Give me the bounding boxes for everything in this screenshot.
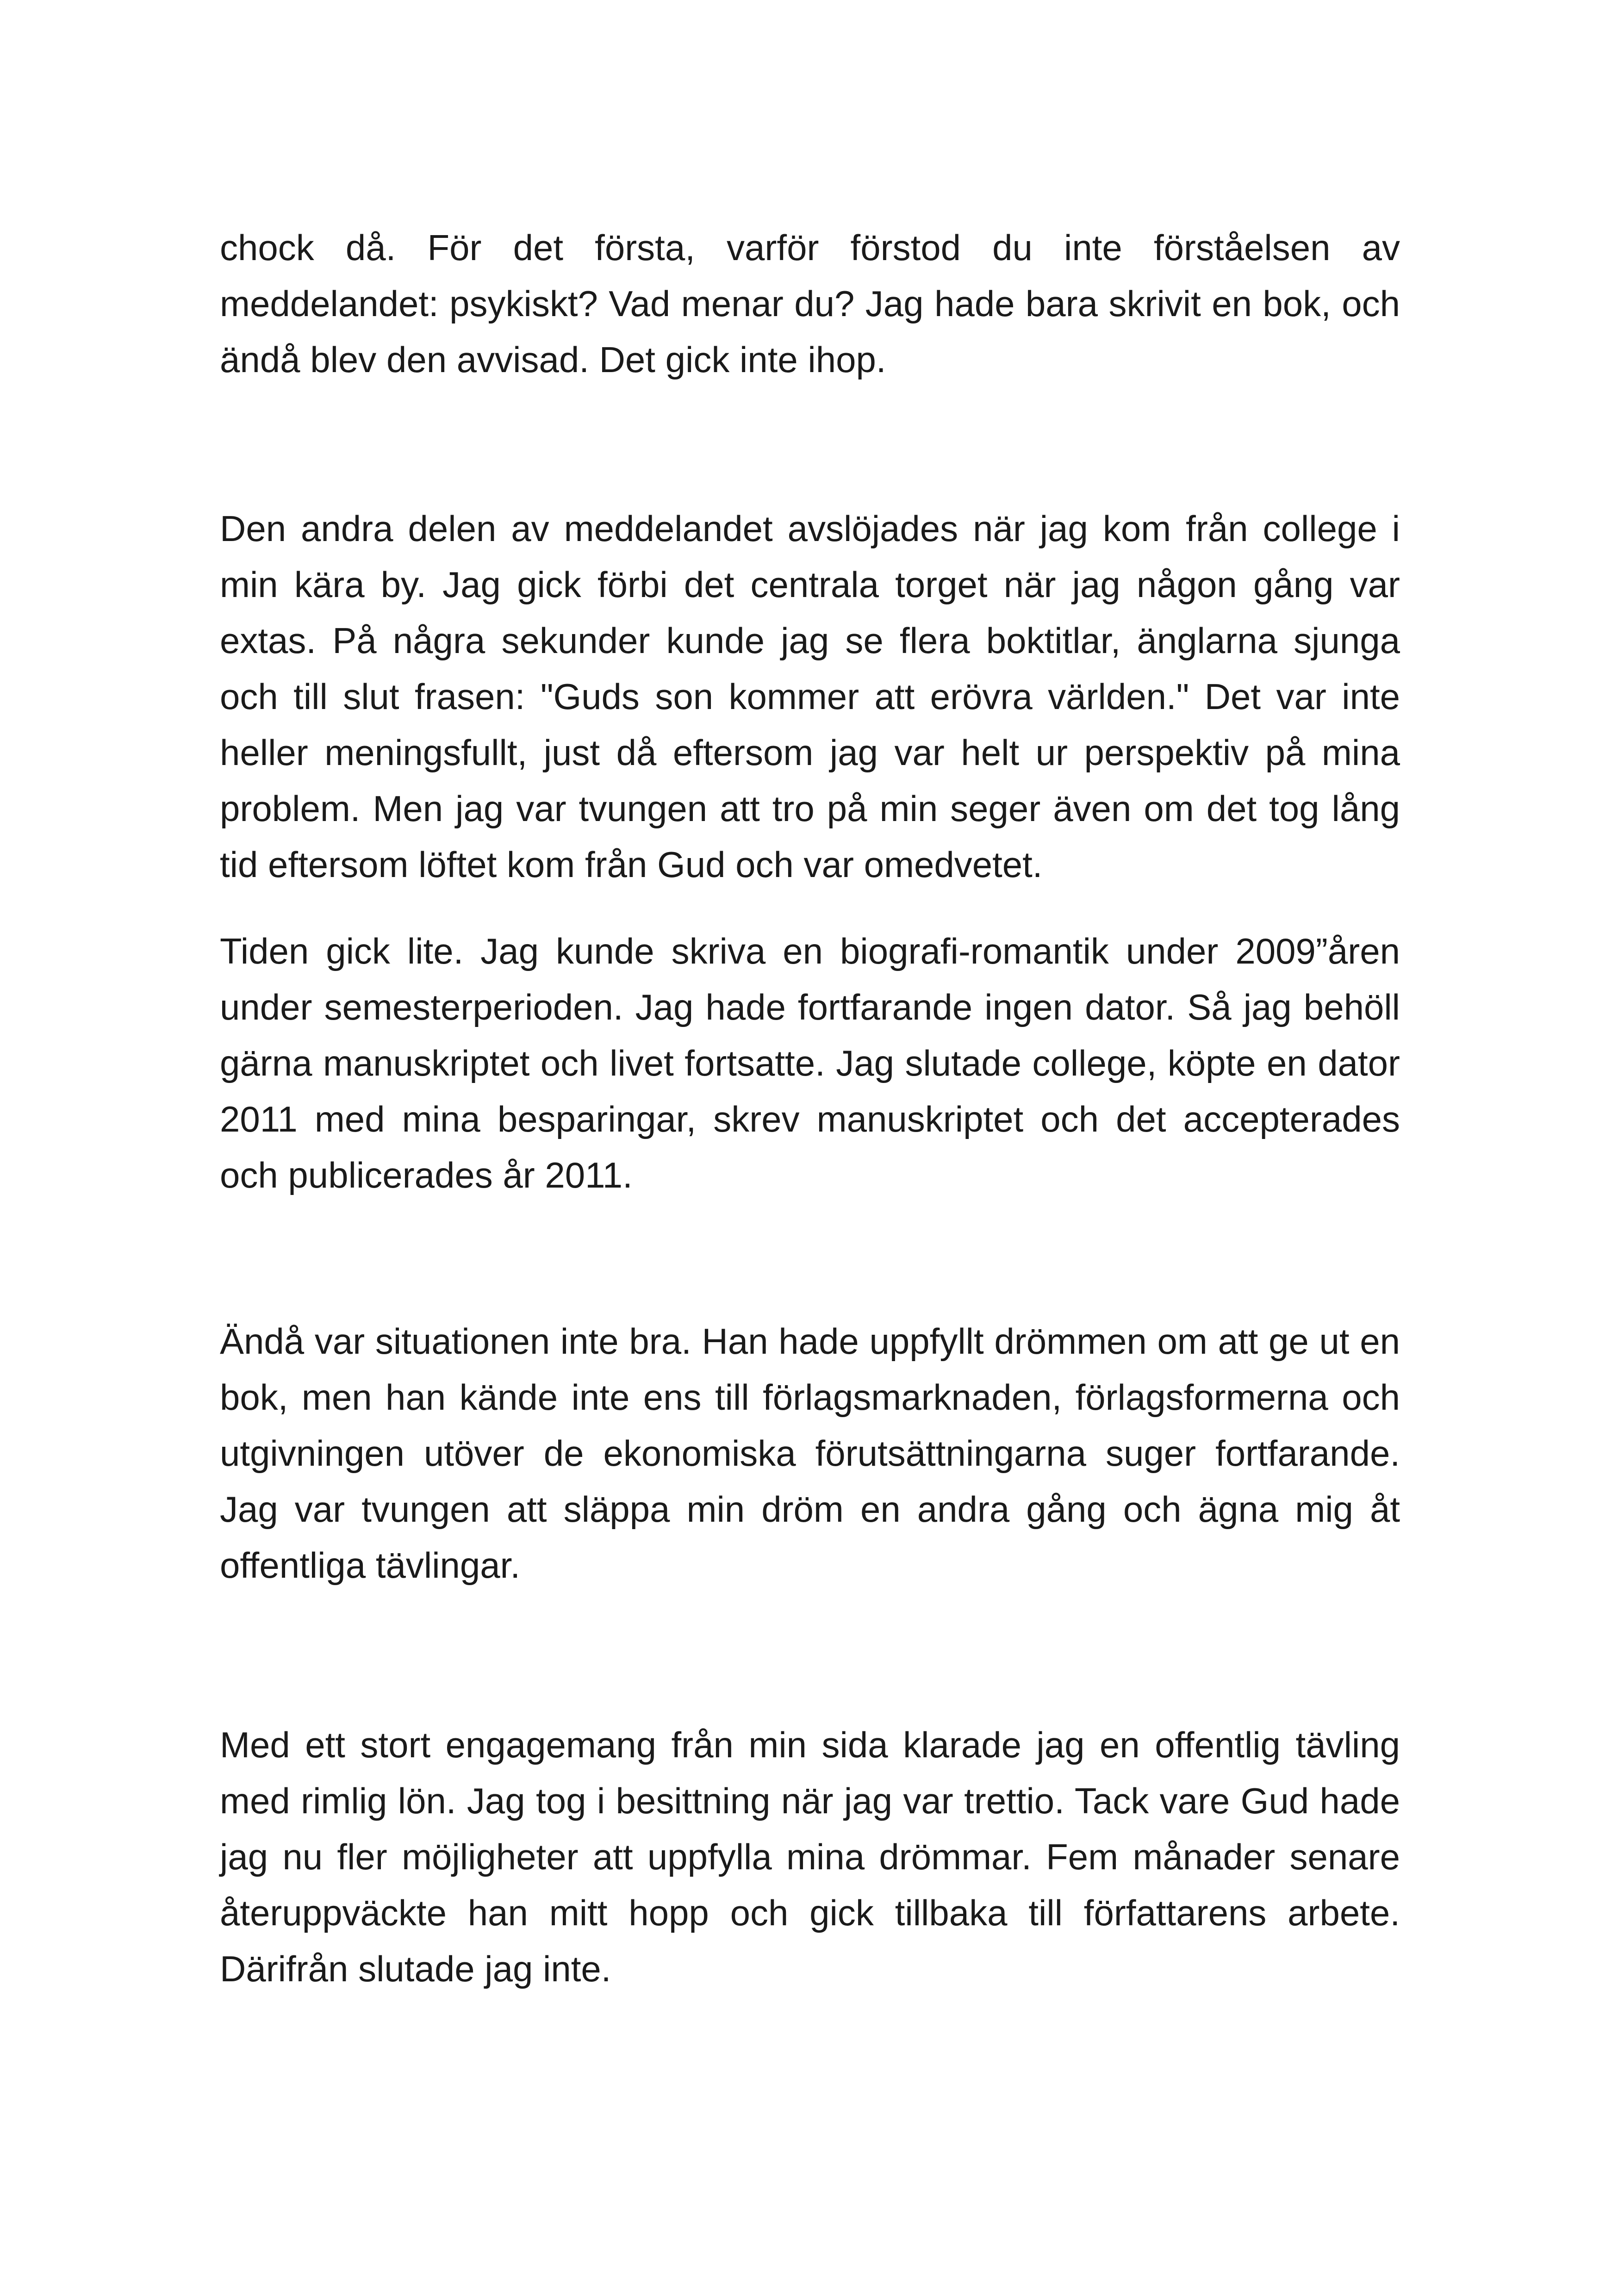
paragraph-text: Tiden gick lite. Jag kunde skriva en biografi-romantik under 2009”åren under semesterperioden. Jag hade fortfarande ingen dator. Så jag behöll gärna manuskriptet och livet fortsatte. Jag slutade college, köpte en dator 2011 med mina besparingar, skrev manuskriptet och det accepterades och publicerades år 2011. (220, 931, 1400, 1195)
paragraph-4 (220, 1313, 1400, 1593)
paragraph-5 (220, 1717, 1400, 1997)
paragraph-3 (220, 923, 1400, 1203)
paragraph-text: Med ett stort engagemang från min sida klarade jag en offentlig tävling med rimlig lön. Jag tog i besittning när jag var trettio. Tack vare Gud hade jag nu fler möjligheter att uppfylla mina drömmar. Fem månader senare återuppväckte han mitt hopp och gick tillbaka till författarens arbete. Därifrån slutade jag inte. (220, 1724, 1400, 1989)
paragraph-text: Ändå var situationen inte bra. Han hade uppfyllt drömmen om att ge ut en bok, men han kände inte ens till förlagsmarknaden, förlagsformerna och utgivningen utöver de ekonomiska förutsättningarna suger fortfarande. Jag var tvungen att släppa min dröm en andra gång och ägna mig åt offentliga tävlingar. (220, 1321, 1400, 1586)
paragraph-1 (220, 220, 1400, 388)
paragraph-2 (220, 501, 1400, 893)
paragraph-text: chock då. För det första, varför förstod du inte förståelsen av meddelandet: psykiskt? Vad menar du? Jag hade bara skrivit en bok, och ändå blev den avvisad. Det gick inte ihop. (220, 227, 1400, 380)
paragraph-text: Den andra delen av meddelandet avslöjades när jag kom från college i min kära by. Jag gick förbi det centrala torget när jag någon gång var extas. På några sekunder kunde jag se flera boktitlar, änglarna sjunga och till slut frasen: "Guds son kommer att erövra världen." Det var inte heller meningsfullt, just då eftersom jag var helt ur perspektiv på mina problem. Men jag var tvungen att tro på min seger även om det tog lång tid eftersom löftet kom från Gud och var omedvetet. (220, 508, 1400, 885)
